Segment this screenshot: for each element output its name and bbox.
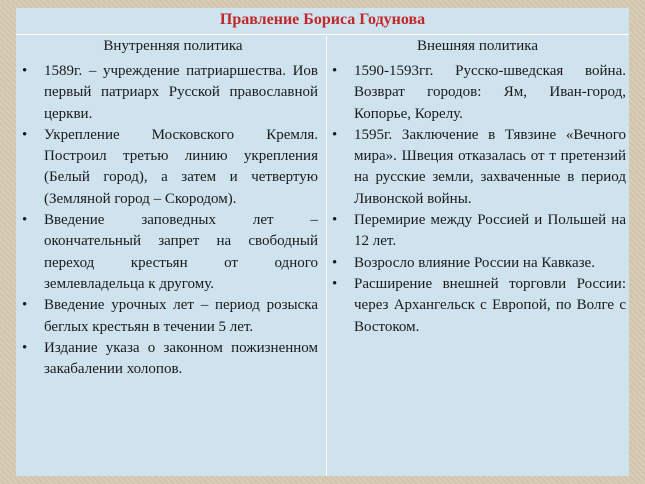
list-item <box>22 338 318 381</box>
list-item <box>22 125 318 210</box>
bullet-icon: • <box>332 254 338 271</box>
list-item <box>22 210 318 295</box>
list-item-text: 1595г. Заключение в Тявзине «Вечного мира». Швеция отказалась от т претензий на русские земли, захваченные в период Ливонской войны. <box>354 126 626 207</box>
list-item-text: Расширение внешней торговли России: через Архангельск с Европой, по Волге с Востоком. <box>354 275 626 335</box>
column-divider <box>326 36 327 476</box>
internal-policy-list <box>22 61 318 380</box>
bullet-icon: • <box>332 275 338 292</box>
list-item-text: Возросло влияние России на Кавказе. <box>354 254 595 271</box>
list-item <box>332 61 626 125</box>
list-item-text: Введение заповедных лет – окончательный запрет на свободный переход крестьян от одного землевладельца к другому. <box>44 212 318 292</box>
list-item-text: Введение урочных лет – период розыска беглых крестьян в течении 5 лет. <box>44 297 318 335</box>
list-item <box>22 295 318 338</box>
list-item <box>332 274 626 338</box>
bullet-icon: • <box>332 63 338 79</box>
list-item-text: 1589г. – учреждение патриаршества. Иов первый патриарх Русской православной церкви. <box>44 63 318 122</box>
left-column-heading: Внутренняя политика <box>103 38 243 54</box>
bullet-icon: • <box>22 339 28 356</box>
bullet-icon: • <box>332 126 338 143</box>
list-item <box>332 253 626 274</box>
bullet-icon: • <box>332 212 338 229</box>
list-item <box>332 125 626 210</box>
content-panel <box>16 8 629 476</box>
header-divider <box>16 34 629 35</box>
list-item-text: Перемирие между Россией и Польшей на 12 лет. <box>354 212 626 250</box>
list-item <box>22 61 318 125</box>
bullet-icon: • <box>22 63 28 79</box>
bullet-icon: • <box>22 297 28 314</box>
bullet-icon: • <box>22 212 28 229</box>
slide-title: Правление Бориса Годунова <box>219 11 426 28</box>
list-item-text: Укрепление Московского Кремля. Построил третью линию укрепления (Белый город), а затем и четвертую (Земляной город – Скородом). <box>44 126 318 207</box>
foreign-policy-list <box>332 61 626 338</box>
list-item-text: Издание указа о законном пожизненном закабалении холопов. <box>44 339 318 378</box>
list-item-text: 1590-1593гг. Русско-шведская война. Возврат городов: Ям, Иван-город, Копорье, Корелу. <box>354 63 626 122</box>
list-item <box>332 210 626 253</box>
right-column-heading: Внешняя политика <box>417 38 538 54</box>
bullet-icon: • <box>22 126 28 143</box>
